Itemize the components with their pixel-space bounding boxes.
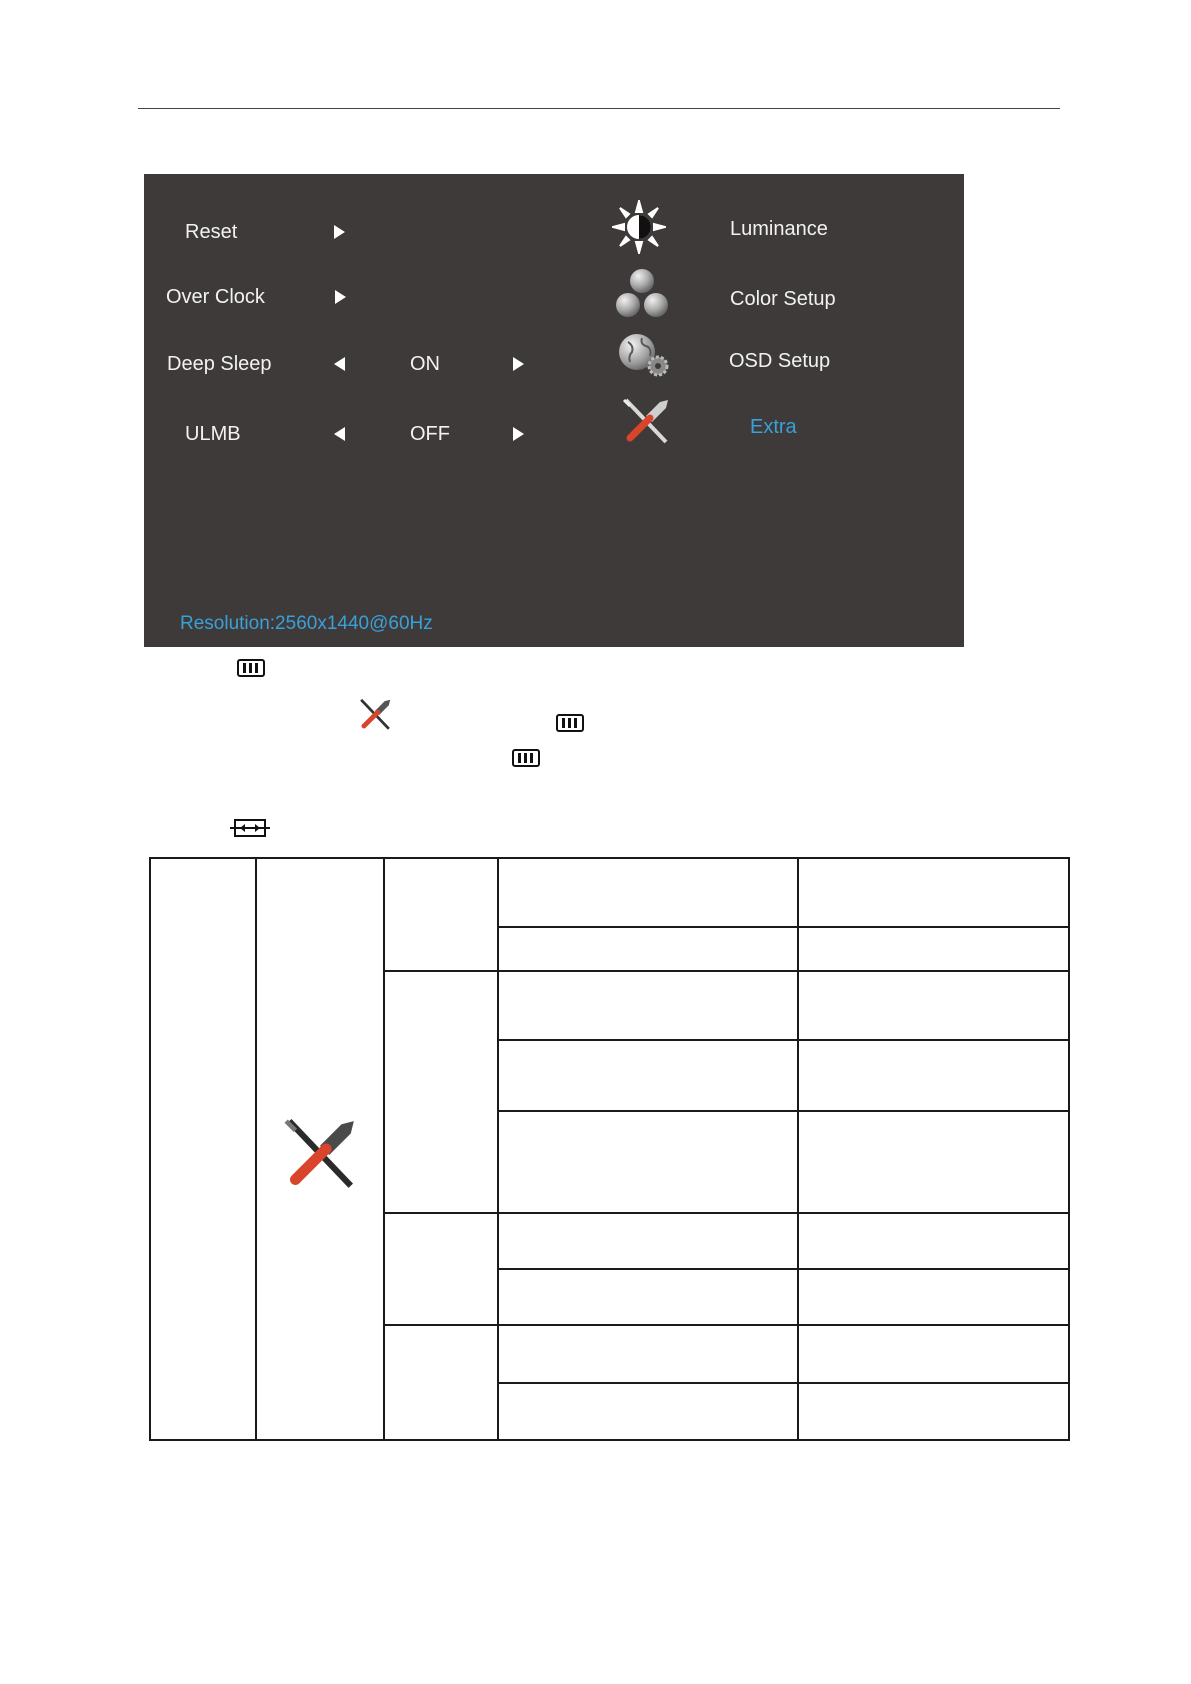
- table-cell: [384, 1213, 498, 1325]
- extra-tools-icon: [356, 697, 394, 733]
- category-osd-setup[interactable]: OSD Setup: [729, 350, 831, 372]
- header-rule: [138, 108, 1060, 109]
- ulmb-value: OFF: [410, 423, 450, 445]
- table-cell: [798, 1111, 1069, 1213]
- menu-button-icon: [512, 749, 540, 767]
- category-extra[interactable]: Extra: [750, 416, 797, 438]
- table-cell: [498, 1383, 798, 1440]
- extra-settings-table: [149, 857, 1070, 1441]
- menu-item-deep-sleep[interactable]: Deep Sleep: [167, 353, 272, 375]
- right-arrow-icon[interactable]: [513, 427, 524, 441]
- table-cell: [498, 971, 798, 1040]
- deep-sleep-value: ON: [410, 353, 440, 375]
- table-cell: [498, 1040, 798, 1111]
- category-color-setup[interactable]: Color Setup: [730, 288, 836, 310]
- color-setup-icon[interactable]: [614, 268, 670, 320]
- table-cell: [798, 1040, 1069, 1111]
- osd-setup-icon[interactable]: [616, 332, 672, 380]
- extra-tools-icon: [280, 1115, 360, 1195]
- table-cell: [798, 1269, 1069, 1325]
- table-cell: [798, 1325, 1069, 1383]
- table-cell: [498, 1269, 798, 1325]
- table-cell: [384, 1325, 498, 1440]
- table-cell: [256, 858, 384, 1440]
- luminance-icon[interactable]: [612, 200, 666, 254]
- table-cell: [384, 858, 498, 971]
- menu-button-icon: [237, 659, 265, 677]
- table-cell: [798, 858, 1069, 927]
- left-arrow-icon[interactable]: [334, 427, 345, 441]
- table-cell: [798, 971, 1069, 1040]
- category-luminance[interactable]: Luminance: [730, 218, 828, 240]
- table-cell: [498, 858, 798, 927]
- table-cell: [384, 971, 498, 1213]
- right-arrow-icon[interactable]: [513, 357, 524, 371]
- auto-exit-button-icon: [230, 817, 270, 839]
- menu-item-over-clock[interactable]: Over Clock: [166, 286, 265, 308]
- left-arrow-icon[interactable]: [334, 357, 345, 371]
- menu-item-ulmb[interactable]: ULMB: [185, 423, 241, 445]
- extra-tools-icon[interactable]: [620, 396, 672, 448]
- right-arrow-icon[interactable]: [334, 225, 345, 239]
- table-cell: [150, 858, 256, 1440]
- table-cell: [498, 1213, 798, 1269]
- osd-menu-panel: [144, 174, 964, 647]
- right-arrow-icon[interactable]: [335, 290, 346, 304]
- table-cell: [798, 927, 1069, 971]
- table-cell: [498, 927, 798, 971]
- menu-button-icon: [556, 714, 584, 732]
- table-cell: [498, 1111, 798, 1213]
- table-cell: [798, 1213, 1069, 1269]
- menu-item-reset[interactable]: Reset: [185, 221, 238, 243]
- table-cell: [798, 1383, 1069, 1440]
- table-cell: [498, 1325, 798, 1383]
- resolution-readout: Resolution:2560x1440@60Hz: [180, 613, 433, 634]
